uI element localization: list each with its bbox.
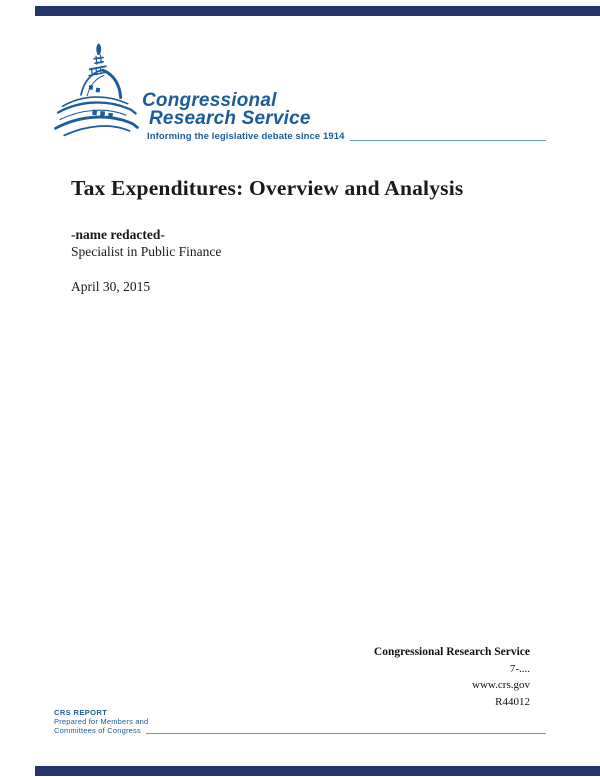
top-accent-bar: [35, 6, 600, 16]
footer-rule: [146, 733, 546, 735]
logo-tagline-row: [147, 131, 546, 142]
crs-logo-text: [142, 92, 546, 142]
footer-report-type-block: [54, 709, 546, 735]
report-title: Tax Expenditures: Overview and Analysis: [71, 176, 464, 200]
author-role: Specialist in Public Finance: [71, 244, 222, 259]
author-name: -name redacted-: [71, 227, 165, 242]
capitol-dome-icon: [52, 42, 140, 146]
logo-tagline: Informing the legislative debate since 1914: [147, 131, 345, 142]
tagline-rule: [350, 140, 546, 142]
footer-contact-block: [374, 644, 530, 710]
footer-website: www.crs.gov: [472, 679, 530, 691]
footer-phone: 7-....: [509, 662, 530, 675]
footer-prepared-line1: Prepared for Members and: [54, 716, 149, 726]
bottom-accent-bar: [35, 766, 600, 776]
footer-prepared-line2: Committees of Congress: [54, 725, 141, 735]
report-number: R44012: [495, 695, 530, 708]
author-block: [71, 226, 221, 260]
report-date: April 30, 2015: [71, 279, 151, 294]
logo-org-line1: Congressional: [142, 90, 277, 111]
footer-org-name: Congressional Research Service: [373, 646, 530, 658]
logo-org-line2: Research Service: [149, 108, 311, 129]
crs-report-label: CRS REPORT: [54, 708, 108, 717]
footer-prepared-line2-row: [54, 727, 546, 736]
